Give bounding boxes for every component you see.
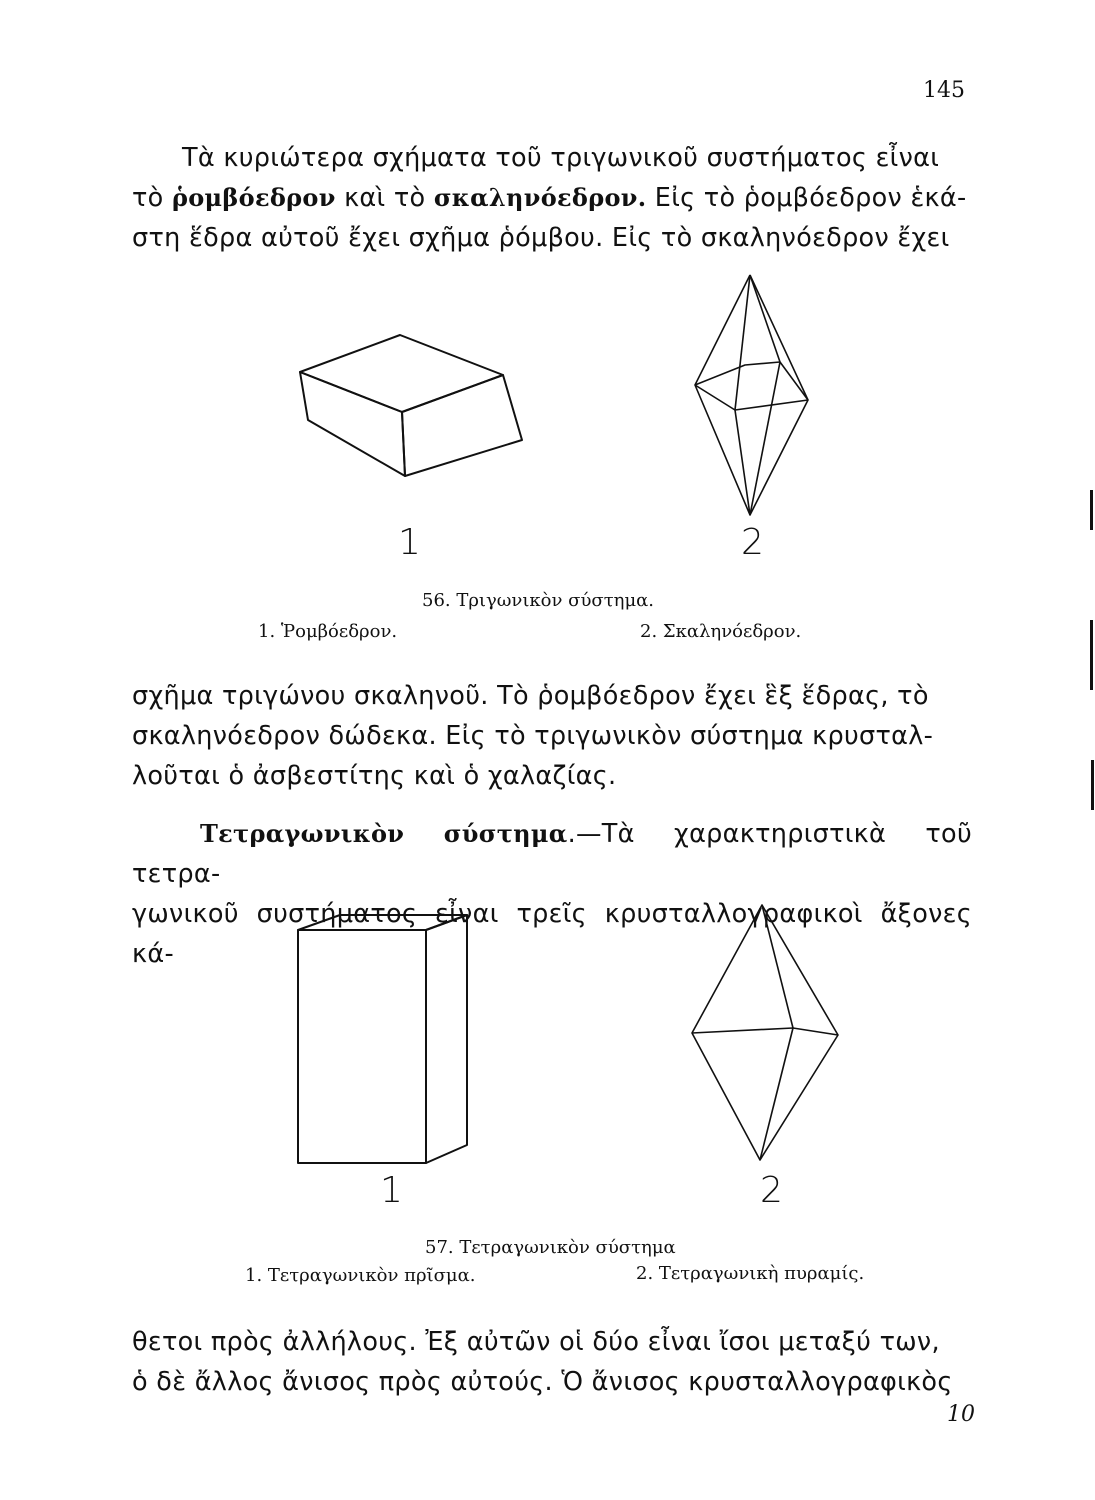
paragraph-1-line-1: Τὰ κυριώτερα σχήματα τοῦ τριγωνικοῦ συστήματος εἶναι — [182, 143, 940, 173]
section-heading: Τετραγωνικὸν σύστημα — [200, 819, 568, 848]
figure-56-sub-1: 1. Ῥομβόεδρον. — [258, 621, 398, 642]
scalenohedron-drawing — [695, 275, 808, 515]
paragraph-2-line-1: σχῆμα τριγώνου σκαληνοῦ. Τὸ ῥομβόεδρον ἔχει ἓξ ἕδρας, τὸ — [132, 681, 929, 711]
paragraph-2-line-2: σκαληνόεδρον δώδεκα. Εἰς τὸ τριγωνικὸν σύστημα κρυσταλ- — [132, 721, 934, 751]
rhombohedron-drawing — [300, 335, 522, 476]
scan-edge-mark — [1091, 760, 1094, 810]
paragraph-3-line-1-rest: .—Τὰ χαρακτηριστικὰ τοῦ τετρα- — [132, 819, 973, 889]
figure-57-sub-2: 2. Τετραγωνικὴ πυραμίς. — [636, 1263, 865, 1284]
paragraph-2-line-3: λοῦται ὁ ἀσβεστίτης καὶ ὁ χαλαζίας. — [132, 761, 617, 791]
signature-mark: 10 — [947, 1402, 975, 1427]
figure-56-label-2: 2 — [741, 522, 764, 563]
page-number: 145 — [923, 78, 965, 103]
paragraph-4-line-1: θετοι πρὸς ἀλλήλους. Ἐξ αὐτῶν οἱ δύο εἶναι ἴσοι μεταξύ των, — [132, 1327, 940, 1357]
figure-56-sub-2: 2. Σκαληνόεδρον. — [640, 621, 802, 642]
figure-57-label-2: 2 — [760, 1170, 783, 1211]
paragraph-4-line-2: ὁ δὲ ἄλλος ἄνισος πρὸς αὐτούς. Ὁ ἄνισος κρυσταλλογραφικὸς — [132, 1367, 953, 1397]
paragraph-3-line-1 — [132, 814, 972, 894]
paragraph-1-line-3: στη ἕδρα αὐτοῦ ἔχει σχῆμα ῥόμβου. Εἰς τὸ σκαληνόεδρον ἔχει — [132, 223, 950, 253]
line-2-mid: καὶ τὸ — [335, 183, 434, 213]
figure-57-caption: 57. Τετραγωνικὸν σύστημα — [425, 1237, 676, 1258]
term-scalenohedron: σκαληνόεδρον. — [433, 183, 647, 212]
term-rhombohedron: ῥομβόεδρον — [171, 183, 336, 212]
figure-57-sub-1: 1. Τετραγωνικὸν πρῖσμα. — [245, 1265, 476, 1286]
line-2-post: Εἰς τὸ ῥομβόεδρον ἑκά- — [646, 183, 967, 213]
scan-edge-mark — [1090, 620, 1093, 690]
figure-57-label-1: 1 — [380, 1170, 403, 1211]
paragraph-4 — [132, 1322, 972, 1402]
figure-56-caption: 56. Τριγωνικὸν σύστημα. — [422, 590, 655, 611]
paragraph-3-line-2: γωνικοῦ συστήματος εἶναι τρεῖς κρυσταλλογραφικοὶ ἄξονες κά- — [132, 899, 972, 969]
line-2-pre: τὸ — [132, 183, 172, 213]
paragraph-3 — [132, 814, 972, 974]
paragraph-2 — [132, 676, 972, 796]
scan-edge-mark — [1090, 490, 1093, 530]
figure-56-label-1: 1 — [398, 522, 421, 563]
